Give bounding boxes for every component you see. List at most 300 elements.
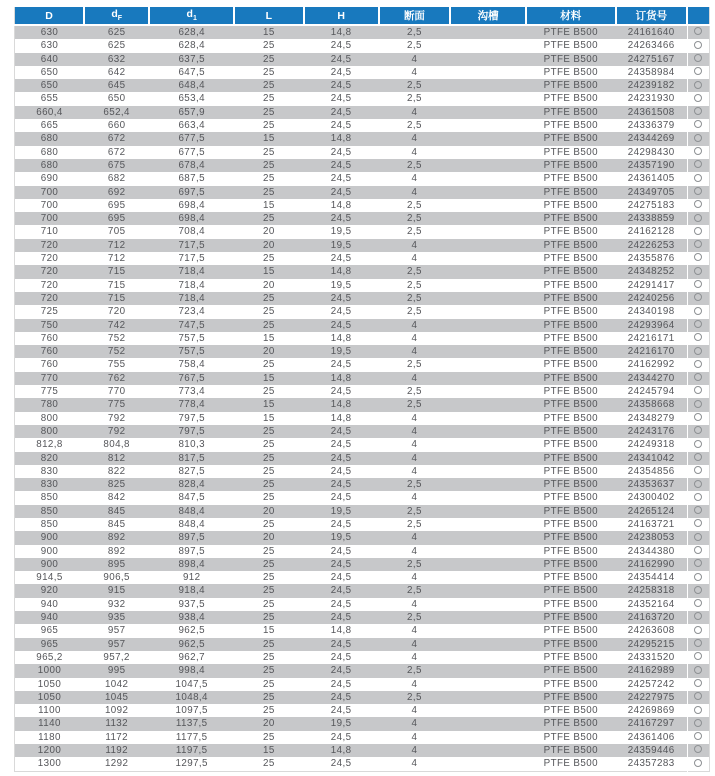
- order-circle-icon: [694, 120, 702, 128]
- table-cell-order-circle: [687, 186, 709, 199]
- table-cell: 24163720: [616, 611, 688, 624]
- table-cell-order-circle: [687, 584, 709, 597]
- order-circle-icon: [694, 480, 702, 488]
- table-cell: 778,4: [149, 398, 234, 411]
- table-cell: 718,4: [149, 265, 234, 278]
- product-table: [14, 7, 710, 772]
- order-circle-icon: [694, 280, 702, 288]
- order-circle-icon: [694, 466, 702, 474]
- table-cell: PTFE B500: [526, 53, 616, 66]
- table-cell: [450, 239, 526, 252]
- table-row: [15, 39, 710, 52]
- table-cell: [450, 92, 526, 105]
- table-cell: 957,2: [84, 651, 149, 664]
- table-cell: 24,5: [304, 452, 379, 465]
- table-cell: 698,4: [149, 212, 234, 225]
- table-cell: 2,5: [379, 79, 451, 92]
- table-cell: 24348279: [616, 412, 688, 425]
- table-cell: 692: [84, 186, 149, 199]
- order-circle-icon: [694, 639, 702, 647]
- table-cell: 4: [379, 638, 451, 651]
- table-cell: [450, 372, 526, 385]
- table-cell: 4: [379, 425, 451, 438]
- table-cell: [450, 345, 526, 358]
- table-row: [15, 372, 710, 385]
- table-cell: PTFE B500: [526, 212, 616, 225]
- table-cell: 4: [379, 438, 451, 451]
- order-circle-icon: [694, 400, 702, 408]
- table-cell: 682: [84, 172, 149, 185]
- table-cell: [450, 106, 526, 119]
- table-cell: 25: [234, 757, 304, 771]
- table-cell: 24231930: [616, 92, 688, 105]
- table-cell: 655: [15, 92, 85, 105]
- table-cell: 898,4: [149, 558, 234, 571]
- table-cell: 642: [84, 66, 149, 79]
- table-cell: 24300402: [616, 491, 688, 504]
- table-cell: [450, 651, 526, 664]
- table-cell: PTFE B500: [526, 398, 616, 411]
- table-cell: 24354856: [616, 465, 688, 478]
- table-cell: PTFE B500: [526, 172, 616, 185]
- table-cell: 24,5: [304, 558, 379, 571]
- table-cell: [450, 505, 526, 518]
- column-header-subscript: 1: [192, 15, 197, 23]
- table-row: [15, 757, 710, 771]
- table-cell: 680: [15, 159, 85, 172]
- table-cell: 625: [84, 25, 149, 39]
- table-cell: 19,5: [304, 239, 379, 252]
- table-cell-order-circle: [687, 558, 709, 571]
- table-cell-order-circle: [687, 92, 709, 105]
- table-cell: 1100: [15, 704, 85, 717]
- table-cell: 2,5: [379, 611, 451, 624]
- table-cell: 645: [84, 79, 149, 92]
- table-cell: PTFE B500: [526, 92, 616, 105]
- table-cell: 912: [149, 571, 234, 584]
- table-cell: [450, 438, 526, 451]
- table-row: [15, 425, 710, 438]
- table-cell: 675: [84, 159, 149, 172]
- table-cell: 4: [379, 319, 451, 332]
- table-cell: 24,5: [304, 678, 379, 691]
- table-row: [15, 172, 710, 185]
- table-cell: 20: [234, 717, 304, 730]
- table-cell: 4: [379, 704, 451, 717]
- table-cell: PTFE B500: [526, 664, 616, 677]
- order-circle-icon: [694, 679, 702, 687]
- table-cell: 25: [234, 39, 304, 52]
- table-cell: 712: [84, 239, 149, 252]
- table-cell: 1045: [84, 691, 149, 704]
- table-cell: 750: [15, 319, 85, 332]
- table-row: [15, 518, 710, 531]
- table-cell: 1000: [15, 664, 85, 677]
- column-header-H: [304, 7, 379, 25]
- table-cell: 892: [84, 531, 149, 544]
- table-cell: [450, 225, 526, 238]
- table-cell: 4: [379, 132, 451, 145]
- table-row: [15, 199, 710, 212]
- table-cell: 755: [84, 358, 149, 371]
- table-cell: 14,8: [304, 132, 379, 145]
- table-cell: [450, 691, 526, 704]
- table-cell: PTFE B500: [526, 425, 616, 438]
- table-cell: 25: [234, 584, 304, 597]
- table-cell: 940: [15, 598, 85, 611]
- table-cell: 757,5: [149, 332, 234, 345]
- table-cell: PTFE B500: [526, 491, 616, 504]
- table-cell-order-circle: [687, 651, 709, 664]
- table-cell-order-circle: [687, 252, 709, 265]
- table-cell: 1292: [84, 757, 149, 771]
- column-header-subscript: F: [117, 15, 123, 23]
- table-cell: 2,5: [379, 119, 451, 132]
- table-cell: 24238053: [616, 531, 688, 544]
- table-cell: 897,5: [149, 545, 234, 558]
- table-cell: 4: [379, 545, 451, 558]
- table-cell: 14,8: [304, 744, 379, 757]
- table-cell: 14,8: [304, 412, 379, 425]
- order-circle-icon: [694, 599, 702, 607]
- column-header-label: H: [337, 9, 345, 22]
- table-cell: 848,4: [149, 518, 234, 531]
- table-cell: [450, 172, 526, 185]
- table-cell: 24,5: [304, 704, 379, 717]
- table-cell: PTFE B500: [526, 611, 616, 624]
- table-cell: 897,5: [149, 531, 234, 544]
- table-cell: 24243176: [616, 425, 688, 438]
- table-cell: 24216171: [616, 332, 688, 345]
- table-cell: PTFE B500: [526, 584, 616, 597]
- table-cell: 24,5: [304, 106, 379, 119]
- table-cell: 19,5: [304, 505, 379, 518]
- table-row: [15, 678, 710, 691]
- table-cell: 24,5: [304, 92, 379, 105]
- table-cell: 1097,5: [149, 704, 234, 717]
- table-cell: 24,5: [304, 212, 379, 225]
- table-cell-order-circle: [687, 531, 709, 544]
- table-cell: 775: [15, 385, 85, 398]
- order-circle-icon: [694, 187, 702, 195]
- table-cell-order-circle: [687, 678, 709, 691]
- table-cell: [450, 731, 526, 744]
- table-cell-order-circle: [687, 358, 709, 371]
- table-cell: PTFE B500: [526, 598, 616, 611]
- table-cell: 2,5: [379, 25, 451, 39]
- table-cell: 24,5: [304, 545, 379, 558]
- table-cell: 24263608: [616, 624, 688, 637]
- table-row: [15, 412, 710, 425]
- table-cell-order-circle: [687, 571, 709, 584]
- table-cell: [450, 279, 526, 292]
- table-cell: 24,5: [304, 319, 379, 332]
- table-cell: 715: [84, 292, 149, 305]
- table-cell: 760: [15, 332, 85, 345]
- table-cell: 25: [234, 119, 304, 132]
- table-cell: 672: [84, 146, 149, 159]
- table-cell: PTFE B500: [526, 146, 616, 159]
- table-cell: 708,4: [149, 225, 234, 238]
- table-cell: 725: [15, 305, 85, 318]
- table-cell: 24,5: [304, 664, 379, 677]
- table-cell: 25: [234, 79, 304, 92]
- column-header-label: d: [186, 8, 193, 21]
- order-circle-icon: [694, 360, 702, 368]
- table-row: [15, 398, 710, 411]
- table-cell: 24298430: [616, 146, 688, 159]
- table-cell: 650: [84, 92, 149, 105]
- table-cell: 1132: [84, 717, 149, 730]
- table-cell-order-circle: [687, 398, 709, 411]
- table-cell: 19,5: [304, 225, 379, 238]
- table-cell: 25: [234, 598, 304, 611]
- table-cell: PTFE B500: [526, 531, 616, 544]
- order-circle-icon: [694, 347, 702, 355]
- table-cell: [450, 39, 526, 52]
- table-cell: PTFE B500: [526, 372, 616, 385]
- table-cell: 1137,5: [149, 717, 234, 730]
- table-cell-order-circle: [687, 744, 709, 757]
- table-row: [15, 465, 710, 478]
- table-cell: 25: [234, 146, 304, 159]
- table-cell-order-circle: [687, 611, 709, 624]
- table-cell: 24355876: [616, 252, 688, 265]
- table-cell: 24358984: [616, 66, 688, 79]
- order-circle-icon: [694, 373, 702, 381]
- table-cell: [450, 132, 526, 145]
- table-cell-order-circle: [687, 305, 709, 318]
- table-cell: PTFE B500: [526, 438, 616, 451]
- table-cell: 720: [15, 252, 85, 265]
- table-row: [15, 438, 710, 451]
- table-cell: 1047,5: [149, 678, 234, 691]
- table-cell: PTFE B500: [526, 25, 616, 39]
- table-cell: 4: [379, 757, 451, 771]
- table-cell: 640: [15, 53, 85, 66]
- table-cell: 24,5: [304, 638, 379, 651]
- table-cell: PTFE B500: [526, 651, 616, 664]
- table-cell: 4: [379, 651, 451, 664]
- table-cell: 822: [84, 465, 149, 478]
- table-cell: 19,5: [304, 531, 379, 544]
- table-row: [15, 651, 710, 664]
- table-cell: 24361405: [616, 172, 688, 185]
- table-cell: [450, 358, 526, 371]
- table-cell: 2,5: [379, 159, 451, 172]
- table-cell: 25: [234, 186, 304, 199]
- column-header-label: D: [45, 9, 53, 22]
- table-cell: 752: [84, 332, 149, 345]
- table-cell: 20: [234, 345, 304, 358]
- order-circle-icon: [694, 759, 702, 767]
- table-cell: 845: [84, 518, 149, 531]
- table-row: [15, 452, 710, 465]
- table-cell-order-circle: [687, 545, 709, 558]
- table-row: [15, 305, 710, 318]
- table-cell: 2,5: [379, 385, 451, 398]
- table-cell: 657,9: [149, 106, 234, 119]
- table-cell: 932: [84, 598, 149, 611]
- table-cell-order-circle: [687, 624, 709, 637]
- table-cell: 25: [234, 319, 304, 332]
- order-circle-icon: [694, 27, 702, 35]
- table-cell: 920: [15, 584, 85, 597]
- table-cell: 718,4: [149, 279, 234, 292]
- table-cell: 2,5: [379, 199, 451, 212]
- table-cell: 24344380: [616, 545, 688, 558]
- table-cell: 24331520: [616, 651, 688, 664]
- column-header-label: 断面: [403, 10, 425, 22]
- column-header-label: 材料: [560, 10, 582, 22]
- table-cell: 19,5: [304, 279, 379, 292]
- table-cell: 25: [234, 678, 304, 691]
- table-cell: 25: [234, 385, 304, 398]
- table-cell: [450, 252, 526, 265]
- table-cell: 4: [379, 452, 451, 465]
- table-cell: 25: [234, 425, 304, 438]
- table-cell: PTFE B500: [526, 239, 616, 252]
- table-cell: 680: [15, 132, 85, 145]
- table-cell: 678,4: [149, 159, 234, 172]
- table-cell: 720: [15, 292, 85, 305]
- table-row: [15, 319, 710, 332]
- table-cell-order-circle: [687, 691, 709, 704]
- table-cell: [450, 638, 526, 651]
- table-cell: 20: [234, 239, 304, 252]
- table-cell: 690: [15, 172, 85, 185]
- table-cell: 775: [84, 398, 149, 411]
- table-cell: 25: [234, 664, 304, 677]
- table-cell: 25: [234, 106, 304, 119]
- table-cell: 24257242: [616, 678, 688, 691]
- table-cell: 1300: [15, 757, 85, 771]
- table-cell: 25: [234, 518, 304, 531]
- table-cell: 962,7: [149, 651, 234, 664]
- table-cell: 4: [379, 53, 451, 66]
- table-cell: [450, 624, 526, 637]
- table-cell: 630: [15, 25, 85, 39]
- table-cell: 752: [84, 345, 149, 358]
- table-cell: 965: [15, 638, 85, 651]
- order-circle-icon: [694, 732, 702, 740]
- table-cell: 2,5: [379, 265, 451, 278]
- table-cell: PTFE B500: [526, 106, 616, 119]
- table-cell: 14,8: [304, 398, 379, 411]
- table-cell: 25: [234, 292, 304, 305]
- table-cell: 1192: [84, 744, 149, 757]
- order-circle-icon: [694, 81, 702, 89]
- table-cell: 24240256: [616, 292, 688, 305]
- table-cell: [450, 305, 526, 318]
- table-cell: 847,5: [149, 491, 234, 504]
- table-row: [15, 79, 710, 92]
- table-row: [15, 146, 710, 159]
- table-cell: 25: [234, 704, 304, 717]
- table-cell-order-circle: [687, 106, 709, 119]
- table-cell: 712: [84, 252, 149, 265]
- table-cell: 717,5: [149, 252, 234, 265]
- table-cell: PTFE B500: [526, 717, 616, 730]
- table-cell: 20: [234, 225, 304, 238]
- order-circle-icon: [694, 160, 702, 168]
- table-cell: 24,5: [304, 186, 379, 199]
- table-cell: 1050: [15, 691, 85, 704]
- table-cell: 4: [379, 146, 451, 159]
- table-cell: 24,5: [304, 358, 379, 371]
- table-cell: 24352164: [616, 598, 688, 611]
- order-circle-icon: [694, 426, 702, 434]
- table-cell-order-circle: [687, 199, 709, 212]
- table-cell: 25: [234, 691, 304, 704]
- table-cell: 2,5: [379, 212, 451, 225]
- table-cell: [450, 531, 526, 544]
- table-cell: 15: [234, 372, 304, 385]
- table-cell: [450, 398, 526, 411]
- table-cell: 758,4: [149, 358, 234, 371]
- table-cell: 900: [15, 531, 85, 544]
- table-row: [15, 292, 710, 305]
- column-header-断面: [379, 7, 451, 25]
- table-cell: PTFE B500: [526, 358, 616, 371]
- table-cell: 742: [84, 319, 149, 332]
- table-cell-order-circle: [687, 638, 709, 651]
- table-cell: 4: [379, 731, 451, 744]
- table-cell: PTFE B500: [526, 757, 616, 771]
- table-cell: 4: [379, 66, 451, 79]
- table-cell: 937,5: [149, 598, 234, 611]
- table-cell-order-circle: [687, 132, 709, 145]
- order-circle-icon: [694, 386, 702, 394]
- table-cell: 965,2: [15, 651, 85, 664]
- table-row: [15, 598, 710, 611]
- column-header-label: d: [111, 8, 118, 21]
- table-cell: 800: [15, 425, 85, 438]
- table-cell: 25: [234, 53, 304, 66]
- table-cell: 906,5: [84, 571, 149, 584]
- table-cell: 24162989: [616, 664, 688, 677]
- table-cell: 24239182: [616, 79, 688, 92]
- order-circle-icon: [694, 626, 702, 634]
- table-cell: 24348252: [616, 265, 688, 278]
- table-cell: 892: [84, 545, 149, 558]
- table-cell: 630: [15, 39, 85, 52]
- table-cell: [450, 186, 526, 199]
- table-cell: 25: [234, 465, 304, 478]
- table-cell: [450, 704, 526, 717]
- table-cell: 2,5: [379, 39, 451, 52]
- table-cell: [450, 717, 526, 730]
- table-cell-order-circle: [687, 412, 709, 425]
- table-cell: 698,4: [149, 199, 234, 212]
- table-cell: 24,5: [304, 598, 379, 611]
- table-cell: 24,5: [304, 518, 379, 531]
- table-cell: 723,4: [149, 305, 234, 318]
- table-cell: PTFE B500: [526, 704, 616, 717]
- table-cell: 24,5: [304, 305, 379, 318]
- table-cell: 24,5: [304, 252, 379, 265]
- table-cell: 24163721: [616, 518, 688, 531]
- table-cell: 715: [84, 265, 149, 278]
- table-cell: 845: [84, 505, 149, 518]
- table-cell: 24,5: [304, 39, 379, 52]
- table-header-row: [15, 7, 710, 25]
- table-cell: 677,5: [149, 146, 234, 159]
- column-header-沟槽: [450, 7, 526, 25]
- table-cell: 1140: [15, 717, 85, 730]
- table-cell: 900: [15, 545, 85, 558]
- table-cell: 700: [15, 212, 85, 225]
